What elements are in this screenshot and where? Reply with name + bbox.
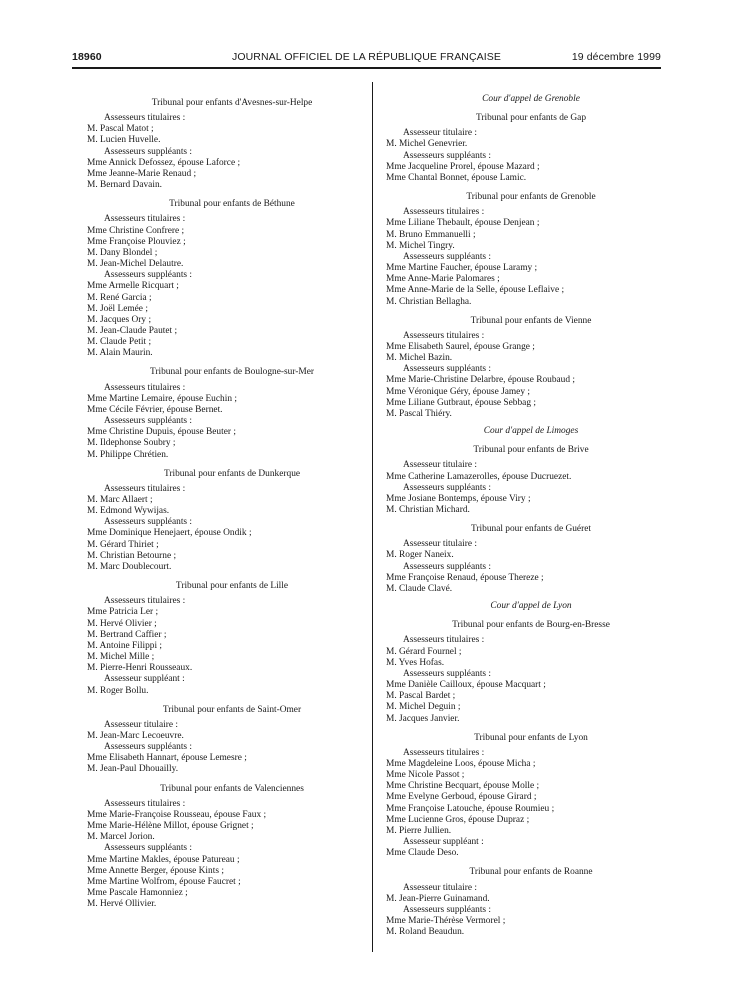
tribunal-block bbox=[87, 784, 377, 911]
tribunal-heading: Tribunal pour enfants de Gap bbox=[475, 113, 587, 124]
assessor-name: M. Pascal Bardet ; bbox=[386, 691, 456, 702]
assessor-section-label: Assesseurs suppléants : bbox=[403, 251, 492, 262]
assessor-name: M. Christian Betourne ; bbox=[87, 550, 177, 561]
assessor-name: Mme Evelyne Gerboud, épouse Girard ; bbox=[386, 792, 537, 803]
tribunal-block bbox=[87, 581, 377, 697]
assessor-name: M. Marcel Jorion. bbox=[87, 832, 155, 843]
tribunal-heading: Tribunal pour enfants de Guéret bbox=[471, 524, 591, 535]
assessor-section-label: Assesseurs suppléants : bbox=[403, 561, 492, 572]
assessor-name: M. Michel Mille ; bbox=[87, 652, 155, 663]
assessor-name: Mme Martine Makles, épouse Patureau ; bbox=[87, 854, 240, 865]
assessor-name: Mme Martine Faucher, épouse Laramy ; bbox=[386, 263, 538, 274]
assessor-name: M. Marc Allaert ; bbox=[87, 495, 153, 505]
tribunal-heading: Tribunal pour enfants de Béthune bbox=[169, 199, 295, 210]
assessor-name: M. Christian Bellagha. bbox=[386, 296, 472, 307]
tribunal-block bbox=[386, 524, 676, 595]
assessor-section-label: Assesseurs suppléants : bbox=[403, 364, 492, 375]
tribunal-heading: Tribunal pour enfants d'Avesnes-sur-Helpe bbox=[151, 98, 313, 108]
tribunal-block bbox=[386, 620, 676, 724]
assessor-name: M. Christian Michard. bbox=[386, 505, 470, 515]
assessor-section-label: Assesseurs titulaires : bbox=[104, 483, 186, 494]
tribunal-heading: Tribunal pour enfants de Boulogne-sur-Mer bbox=[149, 367, 315, 378]
assessor-name: Mme Françoise Latouche, épouse Roumieu ; bbox=[386, 803, 555, 814]
assessor-name: M. Dany Blondel ; bbox=[87, 247, 158, 258]
assessor-section-label: Assesseur suppléant : bbox=[104, 674, 185, 685]
tribunal-block bbox=[386, 316, 676, 420]
tribunal-block bbox=[386, 113, 676, 184]
assessor-section-label: Assesseurs titulaires : bbox=[403, 635, 485, 646]
tribunal-block bbox=[87, 98, 377, 191]
assessor-name: M. Joël Lemée ; bbox=[87, 303, 148, 314]
page-number: 18960 bbox=[72, 51, 102, 63]
tribunal-block bbox=[386, 867, 676, 938]
assessor-name: Mme Elisabeth Saurel, épouse Grange ; bbox=[386, 341, 535, 352]
assessor-name: M. Jean-Marc Lecoeuvre. bbox=[87, 730, 184, 741]
left-column bbox=[87, 82, 377, 910]
journal-title: JOURNAL OFFICIEL DE LA RÉPUBLIQUE FRANÇAISE bbox=[232, 51, 501, 63]
assessor-name: M. Hervé Olivier ; bbox=[87, 618, 157, 629]
assessor-name: Mme Dominique Henejaert, épouse Ondik ; bbox=[87, 528, 252, 539]
tribunal-heading: Tribunal pour enfants de Dunkerque bbox=[163, 468, 301, 479]
assessor-name: Mme Christine Becquart, épouse Molle ; bbox=[386, 781, 540, 792]
assessor-name: M. Philippe Chrétien. bbox=[87, 449, 169, 460]
assessor-name: Mme Véronique Géry, épouse Jamey ; bbox=[386, 386, 530, 397]
assessor-name: M. Michel Tingry. bbox=[386, 240, 455, 251]
assessor-section-label: Assesseur titulaire : bbox=[403, 882, 477, 893]
assessor-name: M. Jacques Ory ; bbox=[87, 314, 152, 325]
assessor-name: Mme Claude Deso. bbox=[386, 848, 459, 859]
assessor-section-label: Assesseurs suppléants : bbox=[104, 146, 193, 157]
assessor-name: M. Lucien Huvelle. bbox=[87, 135, 161, 146]
right-column bbox=[386, 82, 676, 938]
assessor-name: M. René Garcia ; bbox=[87, 292, 152, 303]
assessor-name: Mme Martine Lemaire, épouse Euchin ; bbox=[87, 393, 237, 404]
assessor-name: Mme Elisabeth Hannart, épouse Lemesre ; bbox=[87, 753, 247, 764]
assessor-section-label: Assesseurs suppléants : bbox=[104, 843, 193, 854]
tribunal-heading: Tribunal pour enfants de Vienne bbox=[470, 315, 592, 326]
assessor-name: M. Jacques Janvier. bbox=[386, 713, 460, 724]
assessor-name: M. Michel Genevrier. bbox=[386, 139, 468, 150]
assessor-name: M. Michel Bazin. bbox=[386, 353, 453, 364]
assessor-section-label: Assesseurs suppléants : bbox=[403, 668, 492, 679]
assessor-name: M. Gérard Fournel ; bbox=[386, 646, 462, 657]
assessor-name: M. Jean-Michel Delautre. bbox=[87, 259, 184, 270]
assessor-name: M. Jean-Pierre Guinamand. bbox=[386, 893, 490, 904]
tribunal-heading: Tribunal pour enfants de Lille bbox=[175, 581, 289, 592]
assessor-name: M. Bernard Davain. bbox=[87, 180, 162, 191]
assessor-section-label: Assesseurs suppléants : bbox=[104, 416, 193, 427]
assessor-name: M. Pierre-Henri Rousseaux. bbox=[87, 663, 193, 674]
assessor-section-label: Assesseurs titulaires : bbox=[104, 113, 186, 124]
assessor-name: Mme Marie-Christine Delarbre, épouse Roubaud ; bbox=[386, 375, 576, 386]
assessor-name: Mme Liliane Thebault, épouse Denjean ; bbox=[386, 218, 540, 229]
assessor-name: Mme Magdeleine Loos, épouse Micha ; bbox=[386, 758, 536, 769]
assessor-section-label: Assesseur titulaire : bbox=[403, 539, 477, 550]
assessor-name: M. Jean-Claude Pautet ; bbox=[87, 325, 178, 336]
assessor-section-label: Assesseurs titulaires : bbox=[104, 596, 186, 607]
assessor-name: Mme Catherine Lamazerolles, épouse Ducruezet. bbox=[386, 471, 572, 482]
page-header bbox=[72, 51, 661, 65]
assessor-name: Mme Marie-Hélène Millot, épouse Grignet ; bbox=[87, 821, 254, 832]
tribunal-heading: Tribunal pour enfants de Brive bbox=[473, 445, 589, 456]
assessor-name: Mme Cécile Février, épouse Bernet. bbox=[87, 404, 223, 415]
assessor-name: Mme Christine Dupuis, épouse Beuter ; bbox=[87, 427, 236, 438]
assessor-name: M. Gérard Thiriet ; bbox=[87, 539, 159, 550]
tribunal-block bbox=[386, 192, 676, 308]
assessor-section-label: Assesseurs titulaires : bbox=[403, 747, 485, 758]
tribunal-block bbox=[87, 705, 377, 776]
assessor-name: Mme Annick Defossez, épouse Laforce ; bbox=[87, 157, 241, 168]
assessor-name: Mme Chantal Bonnet, épouse Lamic. bbox=[386, 172, 527, 183]
assessor-section-label: Assesseurs titulaires : bbox=[104, 214, 186, 225]
assessor-name: M. Marc Doublecourt. bbox=[87, 561, 172, 572]
assessor-name: M. Claude Petit ; bbox=[87, 337, 152, 348]
assessor-name: Mme Françoise Renaud, épouse Thereze ; bbox=[386, 572, 544, 583]
assessor-name: Mme Jacqueline Prorel, épouse Mazard ; bbox=[386, 161, 540, 172]
assessor-name: M. Alain Maurin. bbox=[87, 348, 153, 359]
assessor-section-label: Assesseurs suppléants : bbox=[403, 904, 492, 915]
assessor-section-label: Assesseur titulaire : bbox=[104, 719, 178, 730]
assessor-name: Mme Anne-Marie Palomares ; bbox=[386, 274, 500, 285]
assessor-name: M. Antoine Filippi ; bbox=[87, 640, 163, 651]
assessor-name: M. Pierre Jullien. bbox=[386, 825, 452, 836]
assessor-name: M. Bruno Emmanuelli ; bbox=[386, 229, 476, 240]
assessor-name: M. Jean-Paul Dhouailly. bbox=[87, 764, 179, 775]
tribunal-block bbox=[386, 733, 676, 860]
assessor-section-label: Assesseurs suppléants : bbox=[104, 270, 193, 281]
assessor-name: M. Michel Deguin ; bbox=[386, 702, 461, 713]
tribunal-block bbox=[386, 445, 676, 516]
assessor-section-label: Assesseurs titulaires : bbox=[403, 207, 485, 218]
assessor-name: M. Ildephonse Soubry ; bbox=[87, 438, 176, 449]
assessor-name: M. Claude Clavé. bbox=[386, 583, 453, 594]
header-rule bbox=[72, 67, 661, 69]
court-heading: Cour d'appel de Grenoble bbox=[482, 94, 580, 104]
tribunal-heading: Tribunal pour enfants de Valenciennes bbox=[160, 783, 304, 794]
assessor-name: Mme Christine Confrere ; bbox=[87, 225, 185, 236]
court-heading: Cour d'appel de Lyon bbox=[490, 601, 572, 612]
assessor-name: Mme Pascale Hamonniez ; bbox=[87, 888, 188, 898]
assessor-section-label: Assesseur suppléant : bbox=[403, 837, 484, 848]
assessor-section-label: Assesseurs titulaires : bbox=[104, 798, 186, 809]
assessor-name: M. Roger Naneix. bbox=[386, 550, 454, 561]
court-heading: Cour d'appel de Limoges bbox=[483, 426, 579, 437]
tribunal-heading: Tribunal pour enfants de Bourg-en-Bresse bbox=[452, 620, 610, 631]
assessor-name: Mme Marie-Françoise Rousseau, épouse Faux ; bbox=[87, 809, 267, 820]
assessor-section-label: Assesseurs suppléants : bbox=[104, 517, 193, 528]
assessor-name: Mme Jeanne-Marie Renaud ; bbox=[87, 168, 197, 179]
assessor-name: Mme Josiane Bontemps, épouse Viry ; bbox=[386, 493, 531, 504]
tribunal-block bbox=[87, 469, 377, 573]
assessor-name: M. Bertrand Caffier ; bbox=[87, 629, 167, 640]
assessor-name: Mme Danièle Cailloux, épouse Macquart ; bbox=[386, 680, 546, 691]
assessor-name: Mme Lucienne Gros, épouse Dupraz ; bbox=[386, 814, 530, 825]
assessor-section-label: Assesseurs titulaires : bbox=[104, 382, 186, 393]
tribunal-block bbox=[87, 199, 377, 359]
assessor-section-label: Assesseurs suppléants : bbox=[104, 742, 193, 753]
assessor-name: Mme Anne-Marie de la Selle, épouse Leflaive ; bbox=[386, 285, 565, 296]
assessor-section-label: Assesseurs suppléants : bbox=[403, 482, 492, 493]
assessor-name: M. Edmond Wywijas. bbox=[87, 506, 170, 517]
assessor-name: Mme Martine Wolfrom, épouse Faucret ; bbox=[87, 876, 241, 887]
assessor-section-label: Assesseur titulaire : bbox=[403, 128, 477, 139]
assessor-name: M. Pascal Matot ; bbox=[87, 124, 154, 135]
assessor-name: Mme Françoise Plouviez ; bbox=[87, 236, 186, 247]
assessor-name: Mme Armelle Ricquart ; bbox=[87, 281, 179, 292]
tribunal-heading: Tribunal pour enfants de Lyon bbox=[474, 732, 588, 743]
assessor-name: M. Roger Bollu. bbox=[87, 685, 149, 696]
tribunal-heading: Tribunal pour enfants de Grenoble bbox=[466, 192, 596, 203]
assessor-section-label: Assesseurs titulaires : bbox=[403, 330, 485, 341]
assessor-name: M. Yves Hofas. bbox=[386, 657, 445, 668]
assessor-name: Mme Nicole Passot ; bbox=[386, 770, 465, 781]
tribunal-heading: Tribunal pour enfants de Saint-Omer bbox=[162, 704, 302, 715]
tribunal-block bbox=[87, 367, 377, 460]
tribunal-heading: Tribunal pour enfants de Roanne bbox=[469, 867, 593, 878]
publication-date: 19 décembre 1999 bbox=[571, 51, 661, 63]
assessor-name: M. Pascal Thiéry. bbox=[386, 408, 452, 419]
assessor-name: Mme Marie-Thérèse Vermorel ; bbox=[386, 916, 506, 926]
assessor-name: Mme Liliane Gutbraut, épouse Sebbag ; bbox=[386, 397, 536, 408]
assessor-section-label: Assesseurs suppléants : bbox=[403, 150, 492, 161]
assessor-name: Mme Annette Berger, épouse Kints ; bbox=[87, 865, 224, 876]
assessor-name: M. Hervé Ollivier. bbox=[87, 899, 157, 910]
assessor-section-label: Assesseur titulaire : bbox=[403, 460, 477, 471]
assessor-name: Mme Patricia Ler ; bbox=[87, 607, 159, 618]
assessor-name: M. Roland Beaudun. bbox=[386, 927, 465, 938]
